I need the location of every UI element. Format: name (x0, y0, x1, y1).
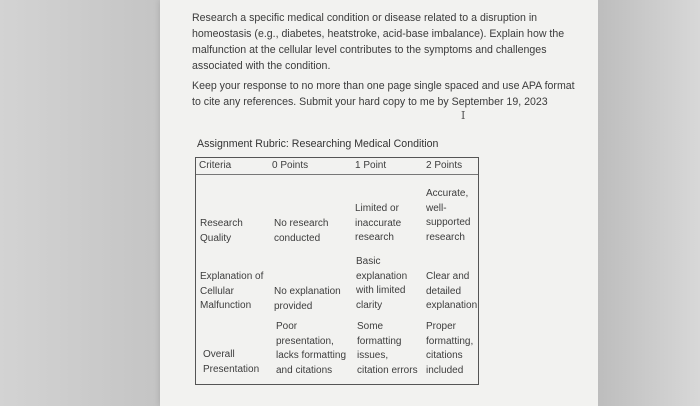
cell-line: Cellular (200, 285, 234, 297)
cell-line: supported (426, 217, 471, 229)
text-line: malfunction at the cellular level contributes to the symptoms and challenges (192, 44, 547, 56)
row-research-two (426, 187, 470, 245)
cell-line: Poor (276, 321, 298, 332)
cell-line: Presentation (203, 363, 260, 375)
cell-line: formatting (357, 335, 402, 347)
row-presentation-two (426, 320, 473, 378)
text-cursor-icon: I (461, 109, 466, 122)
cell-line: No research (274, 218, 329, 229)
submission-paragraph (192, 78, 575, 110)
cell-line: included (426, 364, 464, 376)
cell-line: and citations (276, 364, 333, 376)
row-research-criteria (200, 217, 243, 246)
header-two-points: 2 Points (426, 160, 463, 171)
cell-line: formatting, (426, 335, 474, 347)
row-explanation-criteria (200, 270, 263, 314)
cell-line: Basic (356, 256, 381, 267)
row-presentation-criteria (203, 348, 259, 377)
rubric-table (195, 157, 479, 385)
row-explanation-zero (274, 285, 341, 314)
cell-line: Clear and (426, 271, 470, 282)
cell-line: detailed (426, 285, 462, 297)
cell-line: citation errors (357, 364, 418, 376)
row-explanation-two (426, 270, 477, 314)
cell-line: provided (274, 300, 313, 312)
header-divider (196, 174, 478, 175)
cell-line: issues, (357, 350, 389, 362)
cell-line: Some (357, 321, 384, 332)
cell-line: conducted (274, 232, 321, 244)
assignment-paragraph (192, 10, 564, 74)
text-line: Research a specific medical condition or disease related to a disruption in (192, 12, 538, 24)
cell-line: inaccurate (355, 217, 402, 229)
cell-line: with limited (356, 285, 406, 297)
background-right (598, 0, 700, 406)
row-research-zero (274, 217, 328, 246)
cell-line: No explanation (274, 286, 341, 297)
cell-line: Research (200, 218, 243, 229)
row-presentation-zero (276, 320, 346, 378)
cell-line: presentation, (276, 335, 334, 347)
text-line: associated with the condition. (192, 60, 331, 72)
cell-line: Explanation of (200, 271, 264, 282)
row-explanation-one (356, 255, 407, 313)
cell-line: well- (426, 202, 447, 214)
cell-line: clarity (356, 299, 383, 311)
background-left (0, 0, 160, 406)
cell-line: explanation (356, 270, 408, 282)
row-research-one (355, 202, 401, 246)
cell-line: research (426, 231, 465, 243)
cell-line: Limited or (355, 203, 399, 214)
header-zero-points: 0 Points (272, 160, 309, 171)
header-one-point: 1 Point (355, 160, 387, 171)
cell-line: explanation (426, 300, 478, 312)
cell-line: Accurate, (426, 188, 469, 199)
text-line: Keep your response to no more than one page single spaced and use APA format (192, 80, 575, 92)
rubric-title: Assignment Rubric: Researching Medical Condition (197, 138, 439, 150)
text-line: to cite any references. Submit your hard copy to me by September 19, 2023 (192, 96, 548, 108)
cell-line: Quality (200, 232, 232, 244)
cell-line: Malfunction (200, 300, 252, 312)
cell-line: Proper (426, 321, 457, 332)
row-presentation-one (357, 320, 418, 378)
cell-line: lacks formatting (276, 350, 347, 362)
header-criteria: Criteria (199, 160, 232, 171)
cell-line: citations (426, 350, 463, 362)
cell-line: Overall (203, 349, 235, 360)
text-line: homeostasis (e.g., diabetes, heatstroke, acid-base imbalance). Explain how the (192, 28, 565, 40)
cell-line: research (355, 232, 394, 244)
